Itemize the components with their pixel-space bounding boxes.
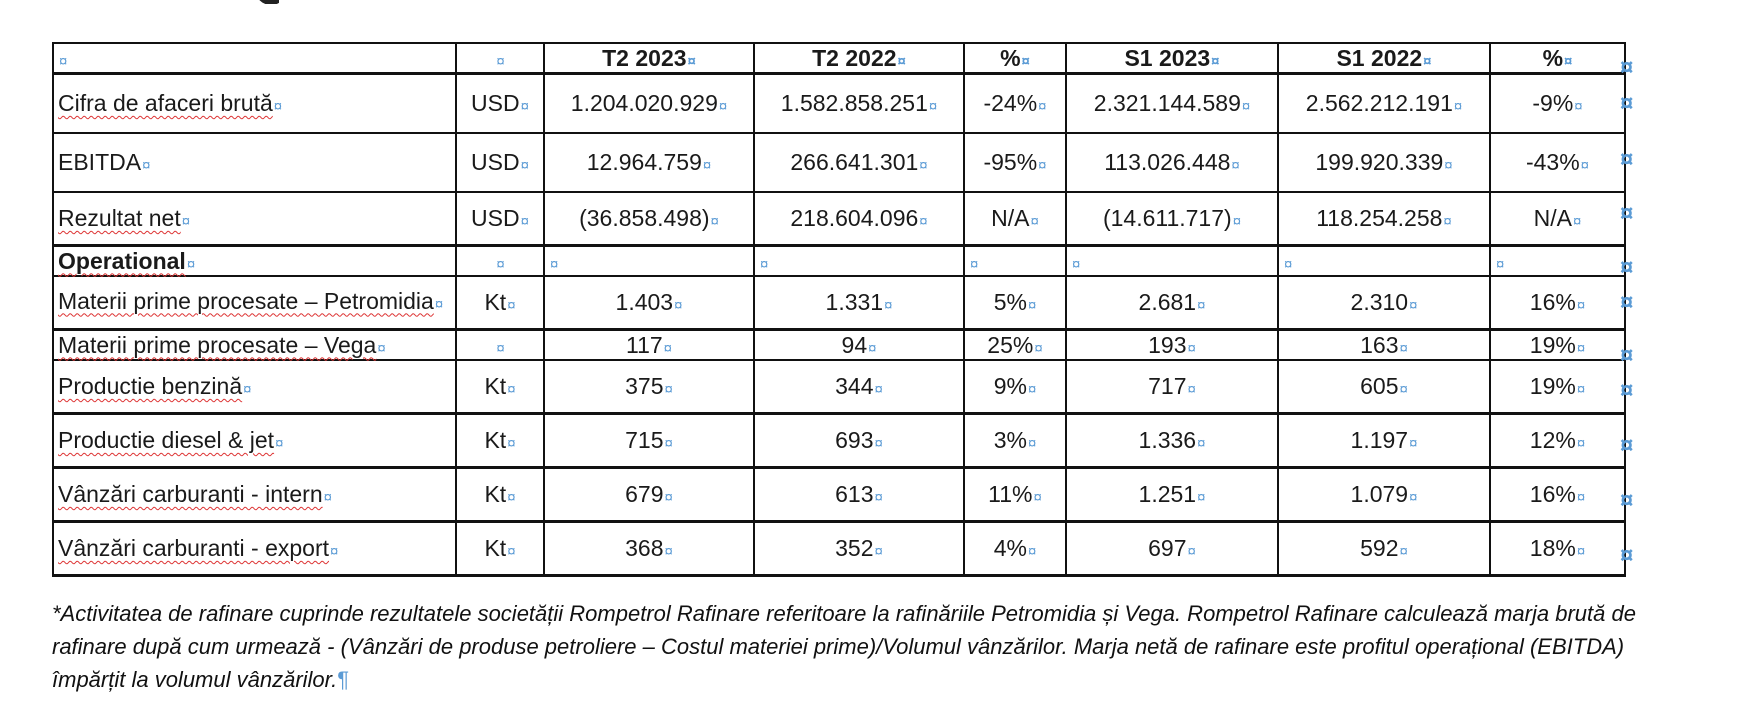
cell-pct-quarter: N/A¤ [964, 192, 1066, 246]
row-unit: USD¤ [456, 133, 544, 192]
row-end-marker: ¤ [1620, 254, 1634, 281]
cell-t2-2022: 352¤ [754, 522, 964, 576]
cell-s1-2023: 2.321.144.589¤ [1066, 74, 1278, 134]
cell-s1-2022: 592¤ [1278, 522, 1490, 576]
table-row [53, 192, 1625, 246]
cell-pct-quarter: 9%¤ [964, 360, 1066, 414]
row-label: Vânzări carburanti - export¤ [53, 522, 456, 576]
cell-pct-semester: ¤ [1490, 246, 1625, 277]
cell-pct-semester: 18%¤ [1490, 522, 1625, 576]
cell-t2-2023: 375¤ [544, 360, 754, 414]
cell-t2-2022: 266.641.301¤ [754, 133, 964, 192]
cell-pct-quarter: 5%¤ [964, 276, 1066, 330]
cell-s1-2023: 193¤ [1066, 330, 1278, 361]
row-unit: Kt¤ [456, 522, 544, 576]
cell-pct-semester: -43%¤ [1490, 133, 1625, 192]
cell-s1-2023: 717¤ [1066, 360, 1278, 414]
header-cell-t2-2022: T2 2022¤ [754, 43, 964, 74]
row-end-marker: ¤ [1620, 289, 1634, 316]
cell-s1-2022: 2.310¤ [1278, 276, 1490, 330]
row-end-marker: ¤ [1620, 377, 1634, 404]
cell-t2-2022: ¤ [754, 246, 964, 277]
cell-s1-2022: 1.197¤ [1278, 414, 1490, 468]
header-cell-s1-2022: S1 2022¤ [1278, 43, 1490, 74]
paragraph-mark: ¶ [337, 667, 350, 692]
table-row [53, 74, 1625, 134]
cell-t2-2023: 1.403¤ [544, 276, 754, 330]
cell-t2-2023: 12.964.759¤ [544, 133, 754, 192]
cell-t2-2022: 218.604.096¤ [754, 192, 964, 246]
row-unit: USD¤ [456, 74, 544, 134]
cell-s1-2022: 118.254.258¤ [1278, 192, 1490, 246]
cell-pct-quarter: 4%¤ [964, 522, 1066, 576]
cell-s1-2022: 1.079¤ [1278, 468, 1490, 522]
row-end-marker: ¤ [1620, 342, 1634, 369]
cell-t2-2022: 344¤ [754, 360, 964, 414]
table-row [53, 133, 1625, 192]
row-end-marker: ¤ [1620, 90, 1634, 117]
cell-pct-semester: 19%¤ [1490, 360, 1625, 414]
row-end-marker: ¤ [1620, 146, 1634, 173]
row-label: Cifra de afaceri brută¤ [53, 74, 456, 134]
cell-pct-quarter: 11%¤ [964, 468, 1066, 522]
cell-s1-2022: ¤ [1278, 246, 1490, 277]
section-label: Operational¤ [53, 246, 456, 277]
row-end-marker: ¤ [1620, 432, 1634, 459]
cell-pct-quarter: 25%¤ [964, 330, 1066, 361]
table-row [53, 414, 1625, 468]
row-unit: ¤ [456, 330, 544, 361]
row-label: Materii prime procesate – Vega¤ [53, 330, 456, 361]
table-row [53, 330, 1625, 361]
cell-s1-2023: 2.681¤ [1066, 276, 1278, 330]
header-cell-s1-2023: S1 2023¤ [1066, 43, 1278, 74]
header-row [53, 43, 1625, 74]
cell-t2-2023: ¤ [544, 246, 754, 277]
cell-pct-semester: 19%¤ [1490, 330, 1625, 361]
row-end-marker: ¤ [1620, 200, 1634, 227]
header-cell-pct-semester: %¤ [1490, 43, 1625, 74]
cell-pct-semester: 16%¤ [1490, 276, 1625, 330]
cell-t2-2023: 117¤ [544, 330, 754, 361]
table-row [53, 468, 1625, 522]
table-row [53, 276, 1625, 330]
row-unit: Kt¤ [456, 276, 544, 330]
cell-pct-quarter: ¤ [964, 246, 1066, 277]
cell-t2-2022: 1.331¤ [754, 276, 964, 330]
table-row [53, 522, 1625, 576]
cell-s1-2022: 2.562.212.191¤ [1278, 74, 1490, 134]
section-row [53, 246, 1625, 277]
cell-t2-2022: 613¤ [754, 468, 964, 522]
cell-t2-2023: 715¤ [544, 414, 754, 468]
cell-t2-2023: 368¤ [544, 522, 754, 576]
row-unit: USD¤ [456, 192, 544, 246]
row-unit: ¤ [456, 246, 544, 277]
cell-s1-2023: ¤ [1066, 246, 1278, 277]
footnote-text: *Activitatea de rafinare cuprinde rezultatele societății Rompetrol Rafinare referitoare la rafinăriile Petromidia și Vega. Rompetrol Rafinare calculează marja brută de rafinare după cum urmează - (Vânzări de produse petroliere – Costul materiei prime)/Volumul vânzărilor. Marja netă de rafinare este profitul operațional (EBITDA) împărțit la volumul vânzărilor. [52, 601, 1636, 692]
header-cell-t2-2023: T2 2023¤ [544, 43, 754, 74]
cell-pct-quarter: -95%¤ [964, 133, 1066, 192]
cell-pct-semester: 12%¤ [1490, 414, 1625, 468]
cell-pct-quarter: -24%¤ [964, 74, 1066, 134]
financial-table [52, 42, 1626, 577]
cell-t2-2023: (36.858.498)¤ [544, 192, 754, 246]
cell-t2-2023: 679¤ [544, 468, 754, 522]
row-end-marker: ¤ [1620, 54, 1634, 81]
cell-pct-semester: -9%¤ [1490, 74, 1625, 134]
row-label: EBITDA¤ [53, 133, 456, 192]
cell-s1-2023: (14.611.717)¤ [1066, 192, 1278, 246]
cell-pct-semester: 16%¤ [1490, 468, 1625, 522]
cell-s1-2022: 605¤ [1278, 360, 1490, 414]
cell-s1-2023: 697¤ [1066, 522, 1278, 576]
row-unit: Kt¤ [456, 360, 544, 414]
cell-t2-2023: 1.204.020.929¤ [544, 74, 754, 134]
header-cell-pct-quarter: %¤ [964, 43, 1066, 74]
row-label: Productie benzină¤ [53, 360, 456, 414]
row-end-marker: ¤ [1620, 487, 1634, 514]
cell-s1-2022: 199.920.339¤ [1278, 133, 1490, 192]
row-label: Rezultat net¤ [53, 192, 456, 246]
table-row [53, 360, 1625, 414]
cell-pct-quarter: 3%¤ [964, 414, 1066, 468]
cell-pct-semester: N/A¤ [1490, 192, 1625, 246]
row-end-marker: ¤ [1620, 542, 1634, 569]
row-unit: Kt¤ [456, 414, 544, 468]
header-cell-unit: ¤ [456, 43, 544, 74]
row-unit: Kt¤ [456, 468, 544, 522]
footnote [52, 597, 1652, 696]
row-label: Materii prime procesate – Petromidia¤ [53, 276, 456, 330]
cell-s1-2023: 1.251¤ [1066, 468, 1278, 522]
cell-t2-2022: 1.582.858.251¤ [754, 74, 964, 134]
cell-s1-2023: 1.336¤ [1066, 414, 1278, 468]
row-label: Vânzări carburanti - intern¤ [53, 468, 456, 522]
heading-fragment [255, 0, 279, 4]
cell-t2-2022: 94¤ [754, 330, 964, 361]
cell-t2-2022: 693¤ [754, 414, 964, 468]
row-label: Productie diesel & jet¤ [53, 414, 456, 468]
header-cell-label: ¤ [53, 43, 456, 74]
cell-s1-2022: 163¤ [1278, 330, 1490, 361]
cell-s1-2023: 113.026.448¤ [1066, 133, 1278, 192]
